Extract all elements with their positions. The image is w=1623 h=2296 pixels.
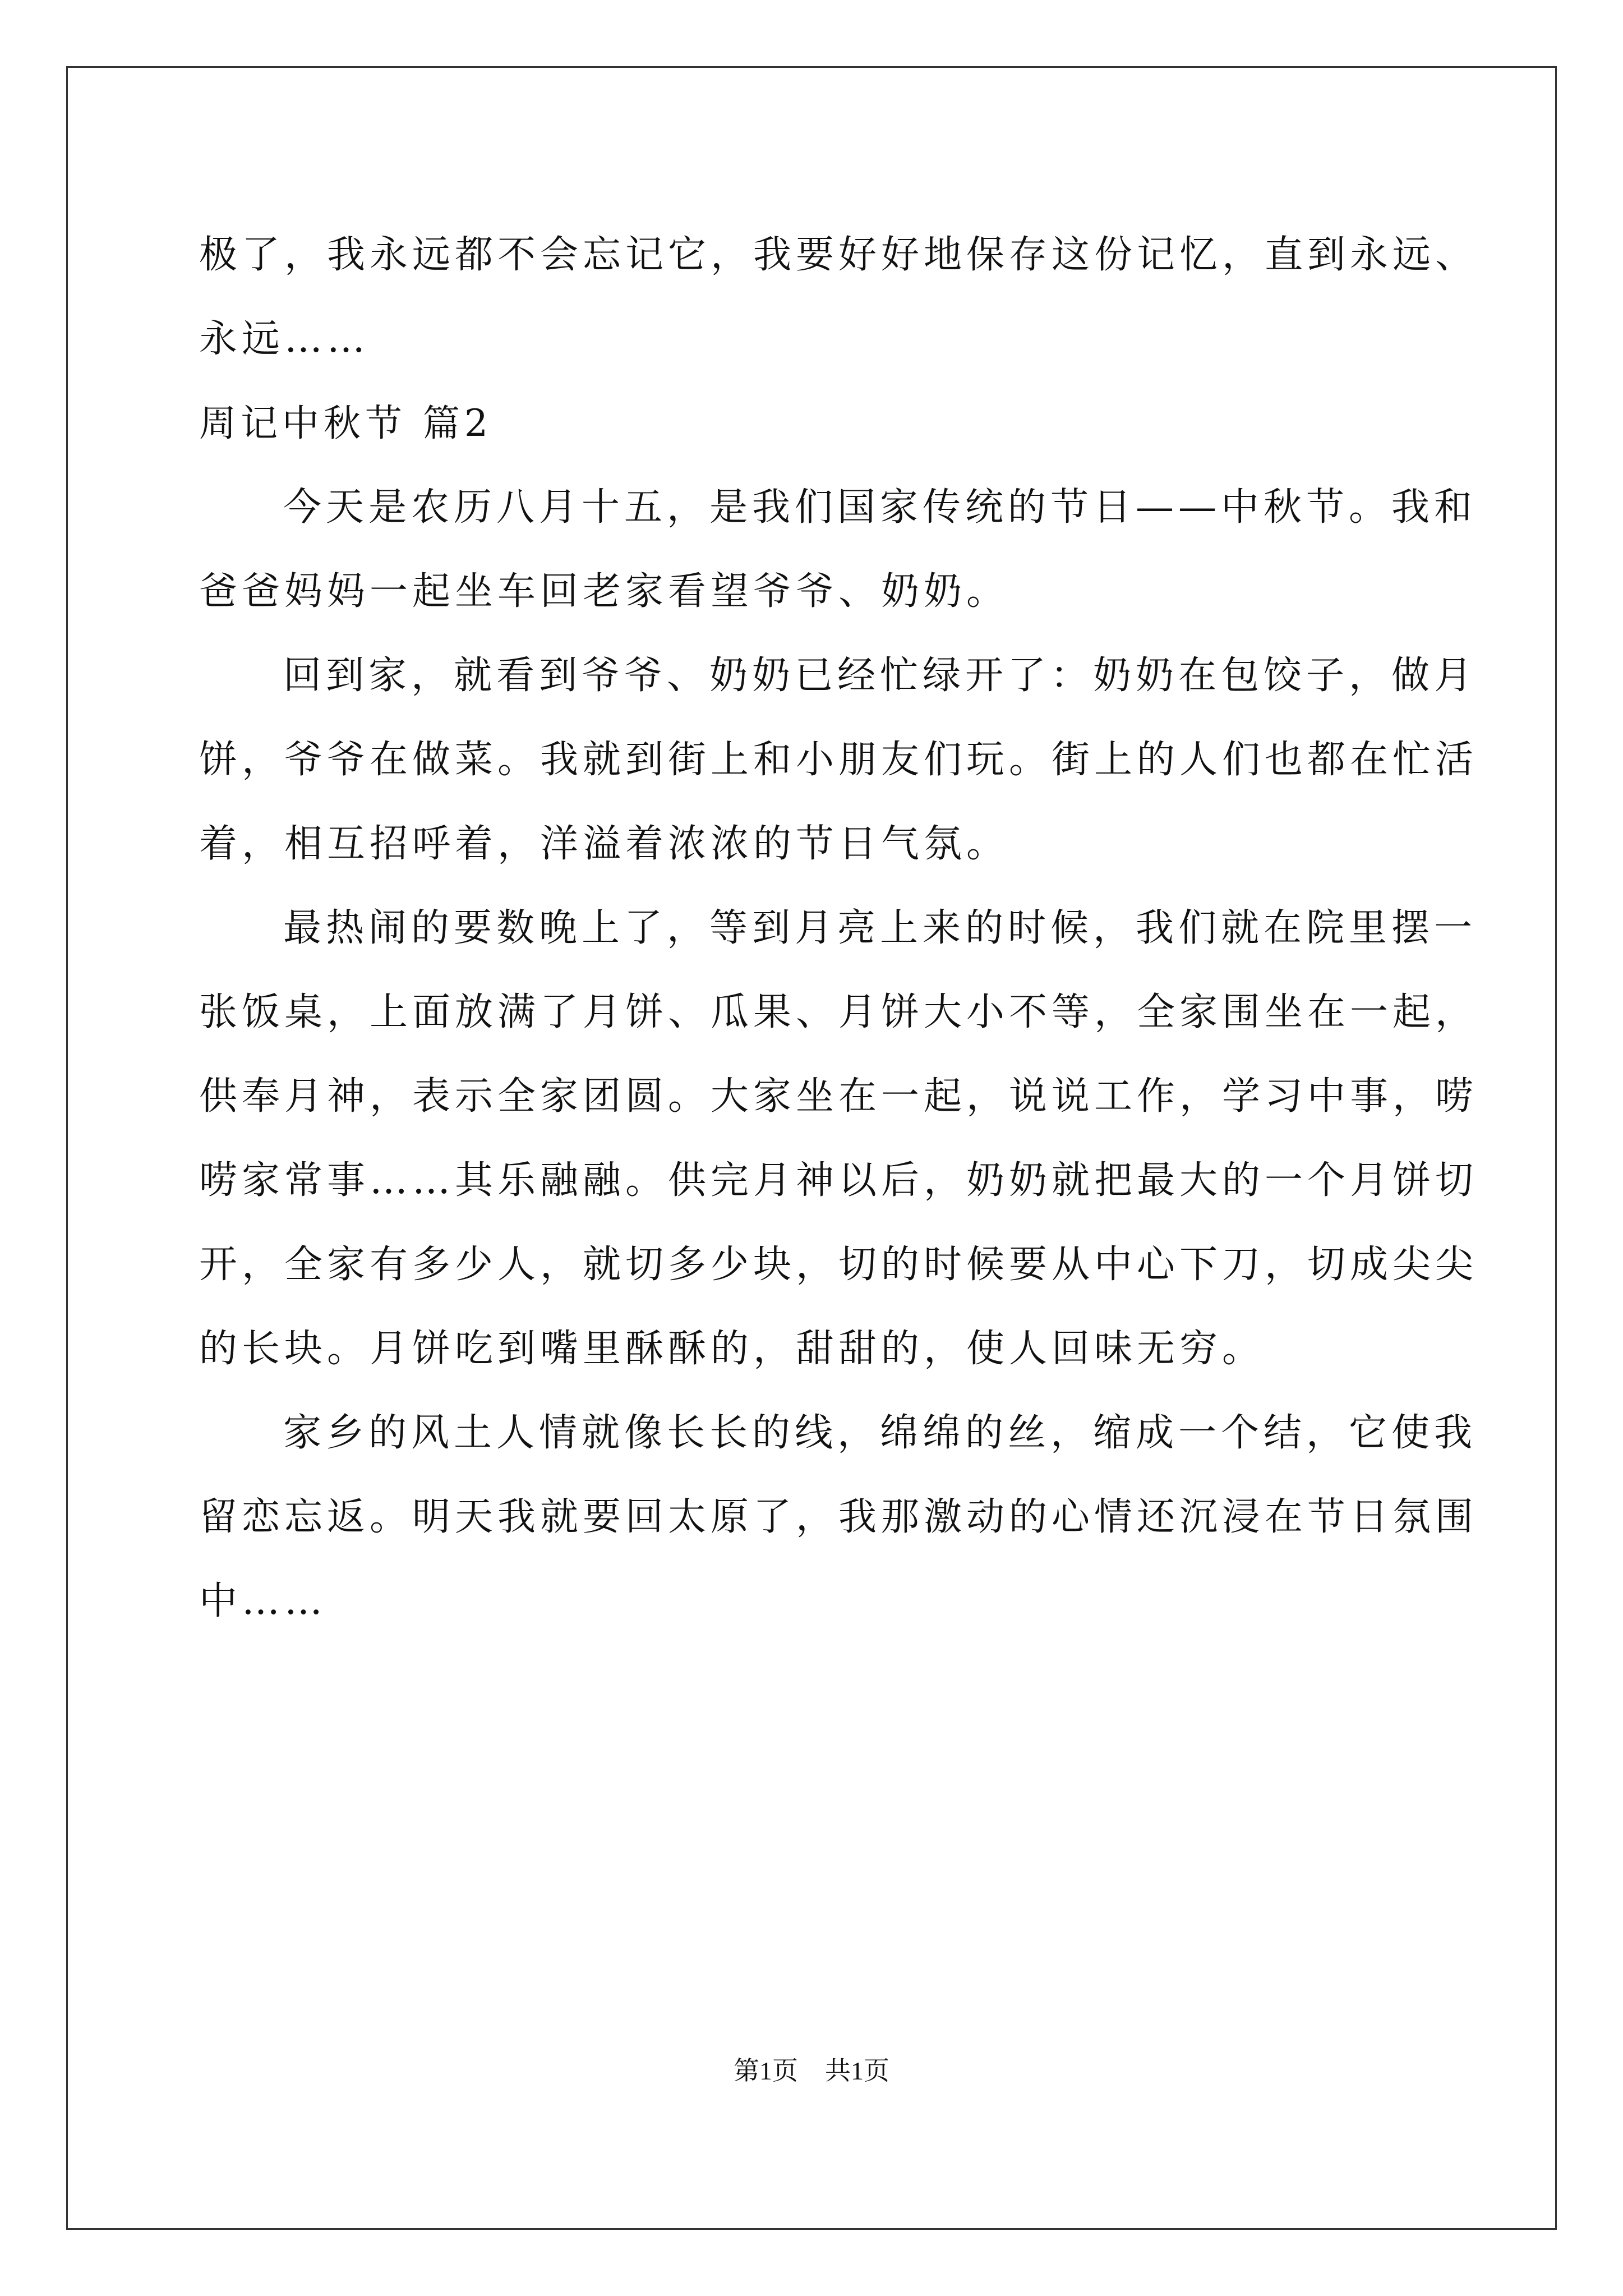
paragraph-2-line-3: 着，相互招呼着，洋溢着浓浓的节日气氛。 [199, 822, 1009, 866]
page-footer [0, 2054, 1623, 2088]
text-line-1: 极了，我永远都不会忘记它，我要好好地保存这份记忆，直到永远、 [199, 233, 1478, 277]
paragraph-3-line-5: 开，全家有多少人，就切多少块，切的时候要从中心下刀，切成尖尖 [199, 1243, 1478, 1287]
paragraph-4-line-1: 家乡的风土人情就像长长的线，绵绵的丝，缩成一个结，它使我 [283, 1411, 1477, 1455]
paragraph-2-line-2: 饼，爷爷在做菜。我就到街上和小朋友们玩。街上的人们也都在忙活 [199, 738, 1478, 782]
paragraph-3-line-4: 唠家常事……其乐融融。供完月神以后，奶奶就把最大的一个月饼切 [199, 1158, 1478, 1203]
paragraph-1-line-1: 今天是农历八月十五，是我们国家传统的节日——中秋节。我和 [283, 485, 1477, 530]
paragraph-4-line-2: 留恋忘返。明天我就要回太原了，我那激动的心情还沉浸在节日氛围 [199, 1495, 1478, 1539]
document-body [199, 213, 1478, 1644]
text-line-2: 永远…… [199, 317, 370, 361]
paragraph-1-line-2: 爸爸妈妈一起坐车回老家看望爷爷、奶奶。 [199, 569, 1009, 614]
paragraph-3-line-3: 供奉月神，表示全家团圆。大家坐在一起，说说工作，学习中事，唠 [199, 1074, 1478, 1119]
paragraph-3-line-6: 的长块。月饼吃到嘴里酥酥的，甜甜的，使人回味无穷。 [199, 1327, 1265, 1371]
paragraph-3-line-1: 最热闹的要数晚上了，等到月亮上来的时候，我们就在院里摆一 [283, 906, 1477, 950]
paragraph-2-line-1: 回到家，就看到爷爷、奶奶已经忙绿开了：奶奶在包饺子，做月 [283, 654, 1477, 698]
section-heading: 周记中秋节 篇2 [199, 402, 492, 445]
page-number: 第1页 [734, 2056, 798, 2085]
paragraph-3-line-2: 张饭桌，上面放满了月饼、瓜果、月饼大小不等，全家围坐在一起， [199, 990, 1478, 1034]
page-total: 共1页 [825, 2056, 889, 2085]
paragraph-4-line-3: 中…… [199, 1579, 328, 1623]
